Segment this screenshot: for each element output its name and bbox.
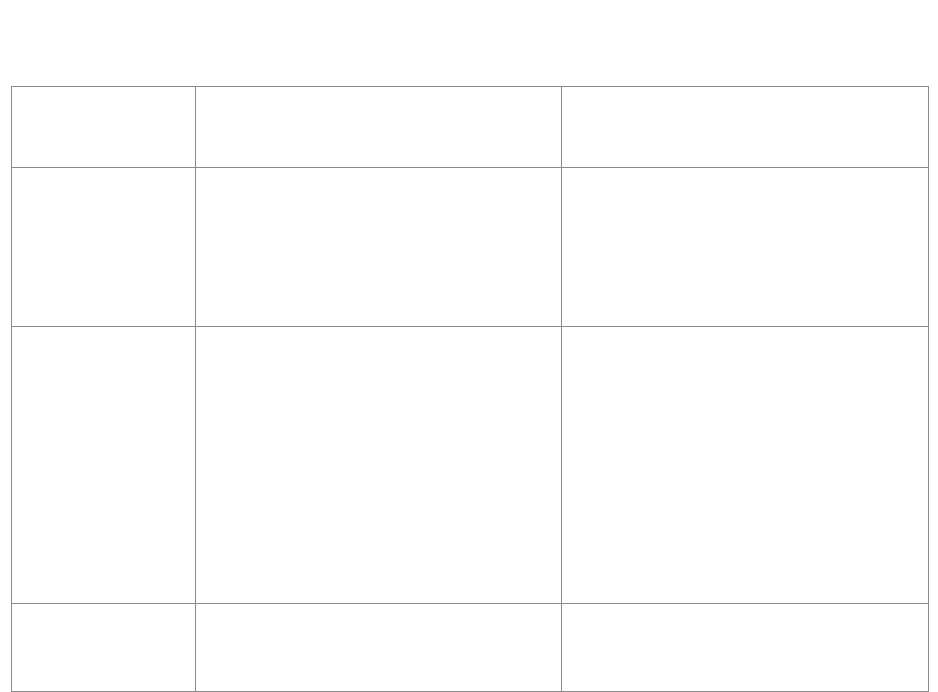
cell-no-support bbox=[562, 168, 929, 327]
cell-support bbox=[196, 168, 562, 327]
cell-no-support bbox=[562, 604, 929, 692]
cell-group bbox=[12, 327, 196, 604]
table-row bbox=[12, 327, 929, 604]
header-group bbox=[12, 87, 196, 168]
table-row bbox=[12, 604, 929, 692]
answer-table bbox=[11, 86, 929, 692]
cell-group bbox=[12, 604, 196, 692]
cell-no-support bbox=[562, 327, 929, 604]
table-row bbox=[12, 168, 929, 327]
cell-support bbox=[196, 327, 562, 604]
table-header-row bbox=[12, 87, 929, 168]
header-support bbox=[196, 87, 562, 168]
cell-group bbox=[12, 168, 196, 327]
header-no-support bbox=[562, 87, 929, 168]
cell-support bbox=[196, 604, 562, 692]
